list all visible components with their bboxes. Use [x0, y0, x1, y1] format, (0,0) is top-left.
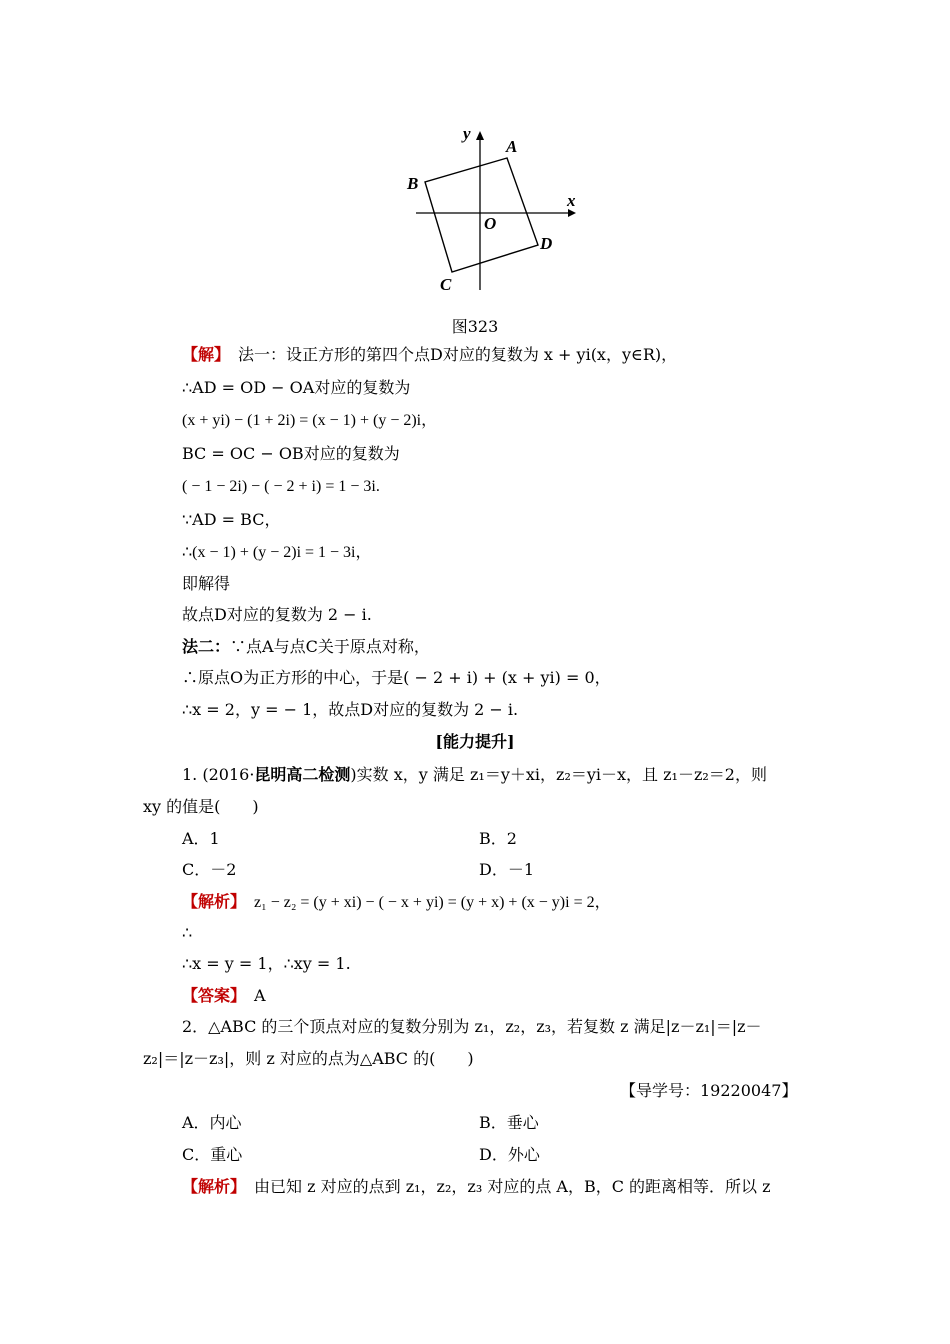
q1-option-a: A．1 [182, 829, 220, 848]
q2-guide-number: 【导学号：19220047】 [620, 1081, 798, 1100]
x-axis-arrow [568, 209, 576, 217]
solution-line-9: 故点D对应的复数为 2 − i. [182, 605, 372, 624]
q1-option-c: C．－2 [182, 860, 237, 879]
solution-tag: 【解】 [182, 345, 223, 364]
q1-text: )实数 x，y 满足 z₁＝y＋xi，z₂＝yi－x，且 z₁－z₂＝2，则 [350, 765, 767, 784]
q2-option-d: D．外心 [479, 1145, 540, 1164]
square-figure [380, 118, 600, 303]
solution-line-2: ∴AD = OD − OA对应的复数为 [182, 378, 411, 397]
coordinate-diagram [380, 118, 600, 303]
q1-line-2: xy 的值是( ) [143, 797, 259, 816]
q2-option-b: B．垂心 [479, 1113, 539, 1132]
q1-prefix: 1. (2016· [182, 765, 255, 784]
square-abcd [425, 158, 538, 272]
y-axis-arrow [476, 131, 484, 140]
q1-analysis [182, 891, 611, 914]
label-x: x [567, 191, 576, 210]
q1-answer-tag: 【答案】 [182, 986, 239, 1005]
q1-option-b: B．2 [479, 829, 517, 848]
q1-therefore-1: ∴ [182, 923, 193, 942]
q2-line-1: 2．△ABC 的三个顶点对应的复数分别为 z₁，z₂，z₃，若复数 z 满足|z－z₁|＝|z－ [182, 1017, 762, 1036]
q1-therefore-2: ∴x = y = 1，∴xy = 1. [182, 954, 351, 973]
figure-caption: 图323 [451, 317, 499, 336]
q1-analysis-text: z₁ − z₂ = (y + xi) − ( − x + yi) = (y + x) + (x − y)i = 2， [238, 894, 611, 911]
q2-option-c: C．重心 [182, 1145, 243, 1164]
solution-line-3: (x + yi) − (1 + 2i) = (x − 1) + (y − 2)i， [182, 412, 438, 429]
q2-option-a: A．内心 [182, 1113, 242, 1132]
label-o: O [484, 214, 497, 233]
method-two-label: 法二： [182, 637, 231, 656]
q2-analysis [182, 1176, 771, 1198]
q1-option-d: D．－1 [479, 860, 535, 879]
solution-line-11: ∴原点O为正方形的中心，于是( − 2 + i) + (x + yi) = 0， [182, 668, 611, 687]
label-d: D [540, 234, 553, 253]
label-y: y [463, 124, 471, 143]
solution-line-12: ∴x = 2，y = − 1，故点D对应的复数为 2 − i. [182, 700, 519, 719]
q2-line-2: z₂|＝|z－z₃|，则 z 对应的点为△ABC 的( ) [143, 1049, 474, 1068]
solution-line-4: BC = OC − OB对应的复数为 [182, 444, 400, 463]
solution-line-8: 即解得 [182, 574, 231, 593]
section-heading: [能力提升] [435, 732, 515, 751]
label-a: A [506, 137, 518, 156]
solution-line-10 [182, 636, 430, 658]
q2-analysis-text: 由已知 z 对应的点到 z₁，z₂，z₃ 对应的点 A，B，C 的距离相等．所以 z [238, 1177, 771, 1196]
q1-answer [182, 985, 266, 1007]
q2-analysis-tag: 【解析】 [182, 1177, 239, 1196]
label-b: B [407, 174, 419, 193]
label-c: C [440, 275, 452, 294]
solution-text-1: 法一：设正方形的第四个点D对应的复数为 x + yi(x，y∈R)， [222, 345, 678, 364]
q1-line-1 [182, 764, 767, 786]
solution-line-1 [182, 344, 677, 366]
solution-line-6: ∵AD = BC， [182, 510, 281, 529]
q1-answer-text: A [238, 986, 266, 1005]
solution-line-5: ( − 1 − 2i) − ( − 2 + i) = 1 − 3i. [182, 478, 380, 495]
q1-source: 昆明高二检测 [254, 765, 351, 784]
solution-line-7: ∴(x − 1) + (y − 2)i = 1 − 3i， [182, 544, 372, 561]
solution-text-10: ∵点A与点C关于原点对称， [230, 637, 430, 656]
q1-analysis-tag: 【解析】 [182, 892, 239, 911]
